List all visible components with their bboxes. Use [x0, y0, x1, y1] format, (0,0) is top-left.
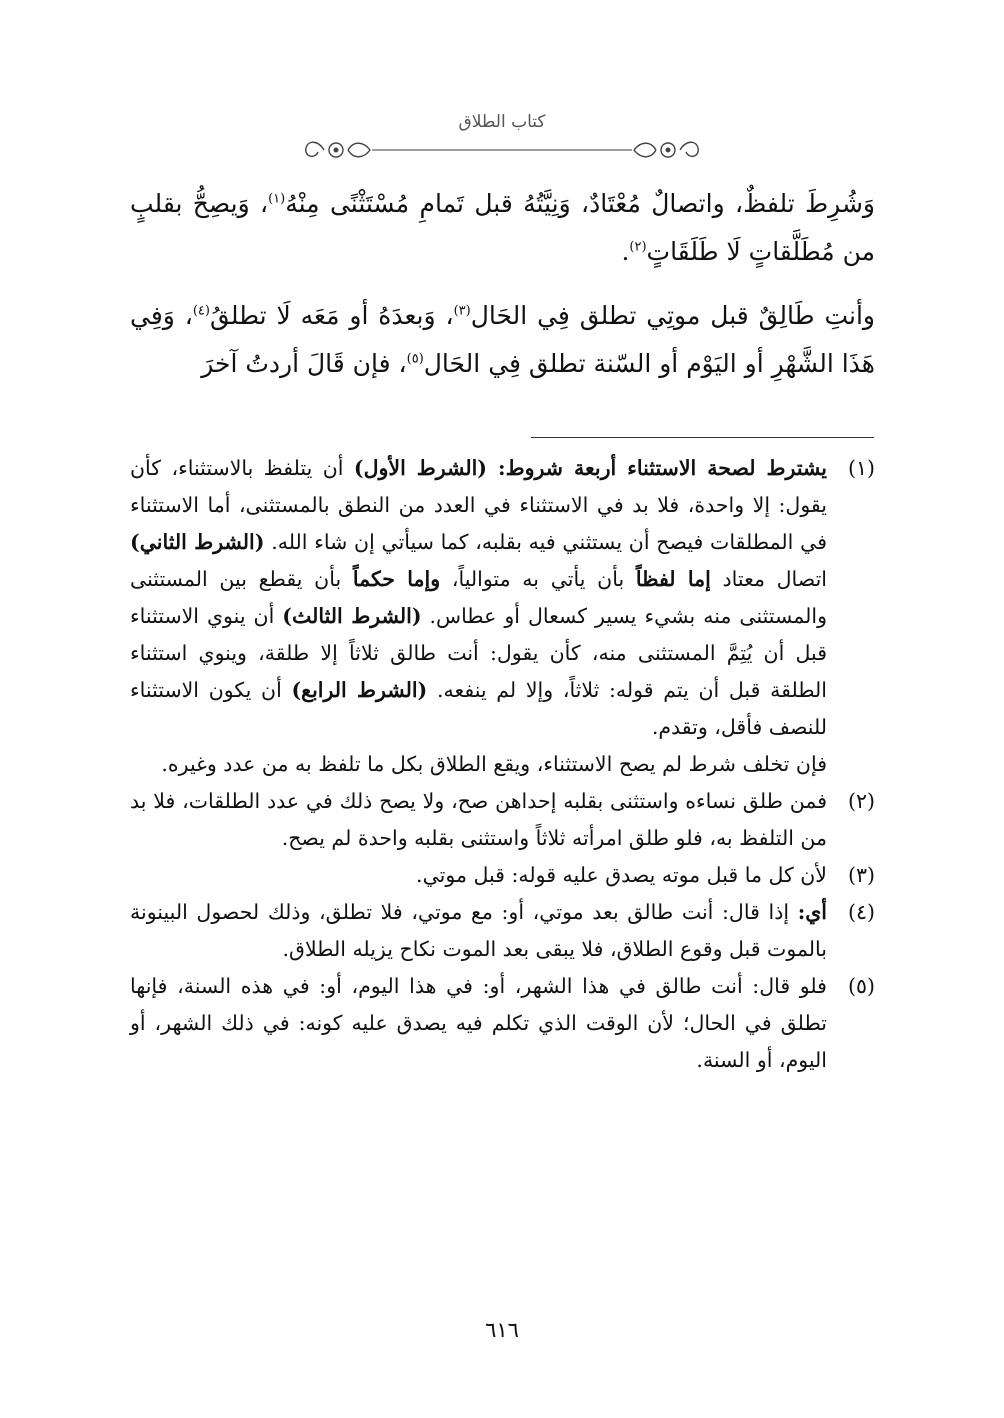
footnote-number: (٤): [847, 900, 875, 924]
footnote-4: (٤) أي: إذا قال: أنت طالق بعد موتي، أو: مع موتي، فلا تطلق، وذلك لحصول البينونة بالموت قبل وقوع الطلاق، فلا يبقى بعد الموت نكاح يزيله الطلاق.: [130, 894, 875, 968]
footnote-number: (١): [847, 456, 875, 480]
main-paragraph-1: وَشُرِطَ تلفظٌ، واتصالٌ مُعْتَادٌ، وَنِيَّتُهُ قبل تَمامِ مُسْتَثْنًى مِنْهُ$^{(١)}$، وَيصِحُّ بقلبٍ من مُطَلَّقاتٍ لَا طَلَقَاتٍ$^{(٢)}$.: [130, 189, 875, 266]
footnote-ref-1[interactable]: (١): [268, 191, 286, 207]
footnote-3: (٣) لأن كل ما قبل موته يصدق عليه قوله: قبل موتي.: [130, 857, 875, 894]
footnote-number: (٢): [847, 789, 875, 813]
footnote-ref-2[interactable]: (٢): [629, 239, 647, 255]
footnote-number: (٣): [847, 863, 875, 887]
footnote-1: (١) يشترط لصحة الاستثناء أربعة شروط: (الشرط الأول) أن يتلفظ بالاستثناء، كأن يقول: إلا واحدة، فلا بد في الاستثناء في العدد من النطق بالمستثنى، أما الاستثناء في المطلقات فيصح أن يستثني فيه بقلبه، كما سيأتي إن شاء الله. (الشرط الثاني) اتصال معتاد إما لفظاً بأن يأتي به متوالياً، وإما حكماً بأن يقطع بين المستثنى والمستثنى منه بشيء يسير كسعال أو عطاس. (الشرط الثالث) أن ينوي الاستثناء قبل أن يُتِمَّ المستثنى منه، كأن يقول: أنت طالق ثلاثاً إلا طلقة، وينوي استثناء الطلقة قبل أن يتم قوله: ثلاثاً، وإلا لم ينفعه. (الشرط الرابع) أن يكون الاستثناء للنصف فأقل، وتقدم. فإن تخلف شرط لم يصح الاستثناء، ويقع الطلاق بكل ما تلفظ به من عدد وغيره.: [130, 450, 875, 783]
page-header: [300, 112, 704, 166]
main-text: [130, 180, 875, 388]
footnotes: [130, 450, 875, 1079]
footnote-ref-5[interactable]: (٥): [406, 351, 424, 367]
running-header-title: كتاب الطلاق: [458, 112, 546, 132]
footnote-2: (٢) فمن طلق نساءه واستثنى بقلبه إحداهن صح، ولا يصح ذلك في عدد الطلقات، فلا بد من التلفظ به، فلو طلق امرأته ثلاثاً واستثنى بقلبه واحدة لم يصح.: [130, 783, 875, 857]
footnote-ref-4[interactable]: (٤): [192, 303, 210, 319]
footnote-number: (٥): [847, 974, 875, 998]
footnote-5: (٥) فلو قال: أنت طالق في هذا الشهر، أو: في هذا اليوم، أو: في هذه السنة، فإنها تطلق في الحال؛ لأن الوقت الذي تكلم فيه يصدق عليه كونه: في ذلك الشهر، أو اليوم، أو السنة.: [130, 968, 875, 1079]
header-ornament-icon: [300, 136, 704, 166]
footnote-divider: [531, 437, 874, 438]
page-number: ٦١٦: [485, 1318, 519, 1342]
main-paragraph-2: وأنتِ طَالِقٌ قبل موتِي تطلق فِي الحَال$^{(٣)}$، وَبعدَهُ أو مَعَه لَا تطلقُ$^{(٤)}$، وَفِي هَذَا الشَّهْرِ أو اليَوْم أو السّنة تطلق فِي الحَال$^{(٥)}$، فإن قَالَ أردتُ آخرَ: [130, 301, 875, 378]
footnote-ref-3[interactable]: (٣): [453, 303, 471, 319]
